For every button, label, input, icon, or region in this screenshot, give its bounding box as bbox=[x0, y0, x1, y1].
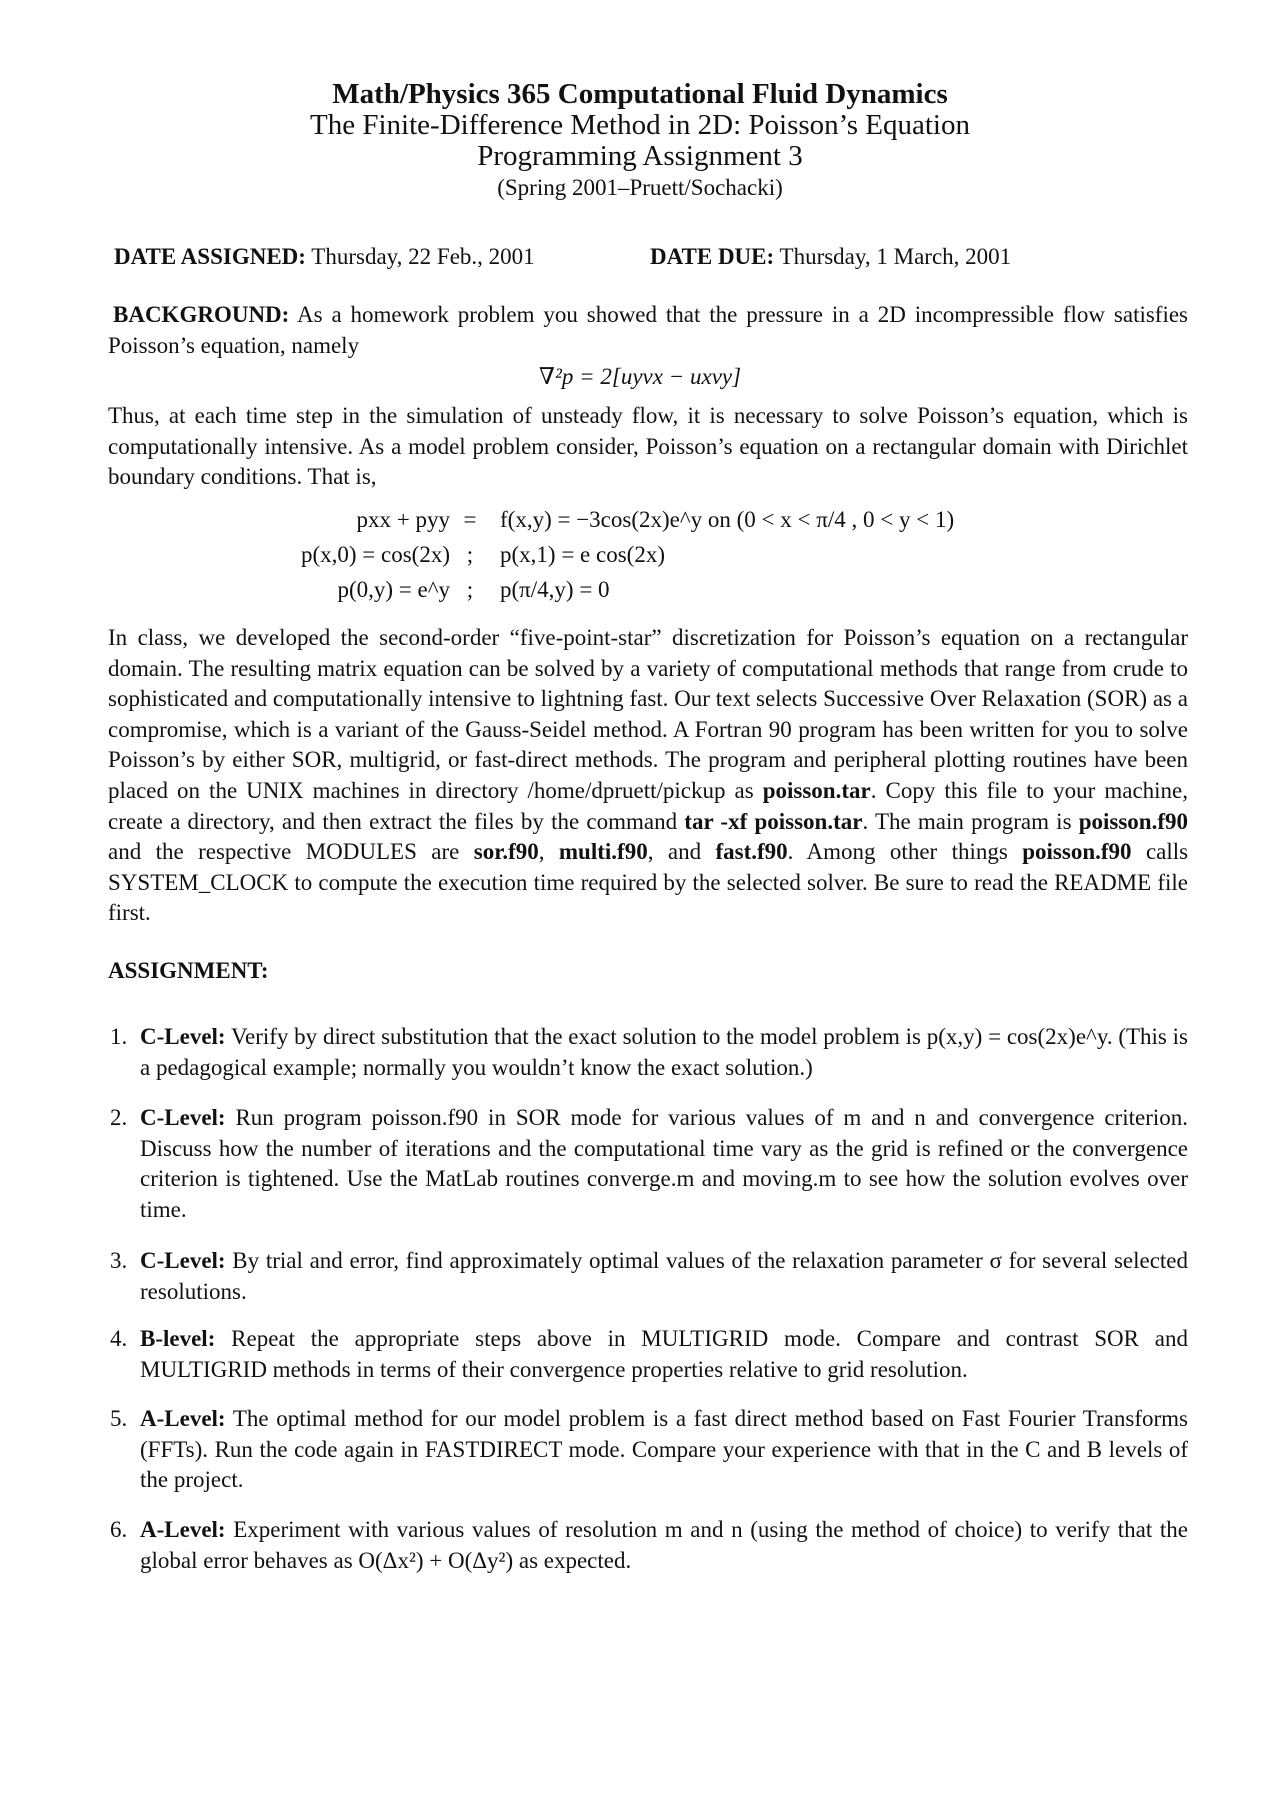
list-item: 2. C-Level: Run program poisson.f90 in SOR mode for various values of m and n and convergence criterion. Discuss how the number of iterations and the computational time vary as the grid is refined or the convergence criterion is tightened. Use the MatLab routines converge.m and moving.m to see how the solution evolves over time. bbox=[110, 1105, 1189, 1222]
course-title: Math/Physics 365 Computational Fluid Dynamics bbox=[332, 78, 948, 110]
assignment-heading: ASSIGNMENT: bbox=[108, 958, 269, 983]
list-item: 4. B-level: Repeat the appropriate steps above in MULTIGRID mode. Compare and contrast SOR and MULTIGRID methods in terms of their convergence properties relative to grid resolution. bbox=[110, 1326, 1188, 1382]
module-sor: sor.f90 bbox=[473, 839, 539, 865]
equation-row: pxx + pyy = f(x,y) = −3cos(2x)e^y on (0 < x < π/4 , 0 < y < 1) bbox=[356, 507, 955, 532]
list-item: 3. C-Level: By trial and error, find approximately optimal values of the relaxation parameter σ for several selected resolutions. bbox=[110, 1248, 1189, 1304]
date-due: DATE DUE: Thursday, 1 March, 2001 bbox=[650, 244, 1012, 269]
equation-row: p(x,0) = cos(2x) ; p(x,1) = e cos(2x) bbox=[300, 542, 665, 567]
equation-row: p(0,y) = e^y ; p(π/4,y) = 0 bbox=[337, 577, 610, 602]
methods-paragraph: In class, we developed the second-order “five-point-star” discretization for Poisson’s equation on a rectangular domain. The resulting matrix equation can be solved by a variety of computational methods that range from crude to sophisticated and computationally intensive to lightning fast. Our text selects Successive Over Relaxation (SOR) as a compromise, which is a variant of the Gauss-Seidel method. A Fortran 90 program has been written for you to solve Poisson’s by either SOR, multigrid, or fast-direct methods. The program and peripheral plotting routines have been placed on the UNIX machines in directory /home/dpruett/pickup as poisson.tar. Copy this file to your machine, create a directory, and then extract the files by the command tar -xf poisson.tar. The main program is poisson.f90 and the respective MODULES are sor.f90, multi.f90, and fast.f90. Among other things poisson.f90 calls SYSTEM_CLOCK to compute the execution time required by the selected solver. Be sure to read the README file first. bbox=[108, 625, 1189, 926]
main-program-ref: poisson.f90 bbox=[1022, 839, 1132, 865]
document-subtitle: The Finite-Difference Method in 2D: Poisson’s Equation bbox=[310, 109, 970, 141]
list-item: 5. A-Level: The optimal method for our model problem is a fast direct method based on Fast Fourier Transforms (FFTs). Run the code again in FASTDIRECT mode. Compare your experience with that in the C and B levels of the project. bbox=[110, 1406, 1189, 1493]
main-program: poisson.f90 bbox=[1078, 808, 1189, 834]
file-poisson-tar: poisson.tar bbox=[762, 777, 871, 803]
list-item: 1. C-Level: Verify by direct substitution that the exact solution to the model problem is p(x,y) = cos(2x)e^y. (This is a pedagogical example; normally you wouldn’t know the exact solution.) bbox=[110, 1024, 1188, 1080]
background-label: BACKGROUND: bbox=[113, 302, 290, 327]
tar-command: tar -xf poisson.tar bbox=[684, 808, 863, 834]
poisson-equation: ∇²p = 2[uyvx − uxvy] bbox=[538, 364, 742, 389]
header bbox=[0, 78, 1280, 203]
assignment-name: Programming Assignment 3 bbox=[477, 140, 803, 172]
background-paragraph: BACKGROUND: As a homework problem you showed that the pressure in a 2D incompressible flow satisfies Poisson’s equation, namely bbox=[108, 302, 1189, 358]
term-line: (Spring 2001–Pruett/Sochacki) bbox=[497, 175, 783, 200]
dates-line bbox=[114, 244, 1012, 270]
module-multi: multi.f90 bbox=[558, 839, 648, 865]
module-fast: fast.f90 bbox=[715, 839, 788, 865]
date-assigned: DATE ASSIGNED: Thursday, 22 Feb., 2001 bbox=[114, 244, 535, 269]
background-paragraph-2: Thus, at each time step in the simulation of unsteady flow, it is necessary to solve Poisson’s equation, which is computationally intensive. As a model problem consider, Poisson’s equation on a rectangular domain with Dirichlet boundary conditions. That is, bbox=[108, 403, 1188, 490]
list-item: 6. A-Level: Experiment with various values of resolution m and n (using the method of choice) to verify that the global error behaves as O(Δx²) + O(Δy²) as expected. bbox=[110, 1517, 1188, 1573]
